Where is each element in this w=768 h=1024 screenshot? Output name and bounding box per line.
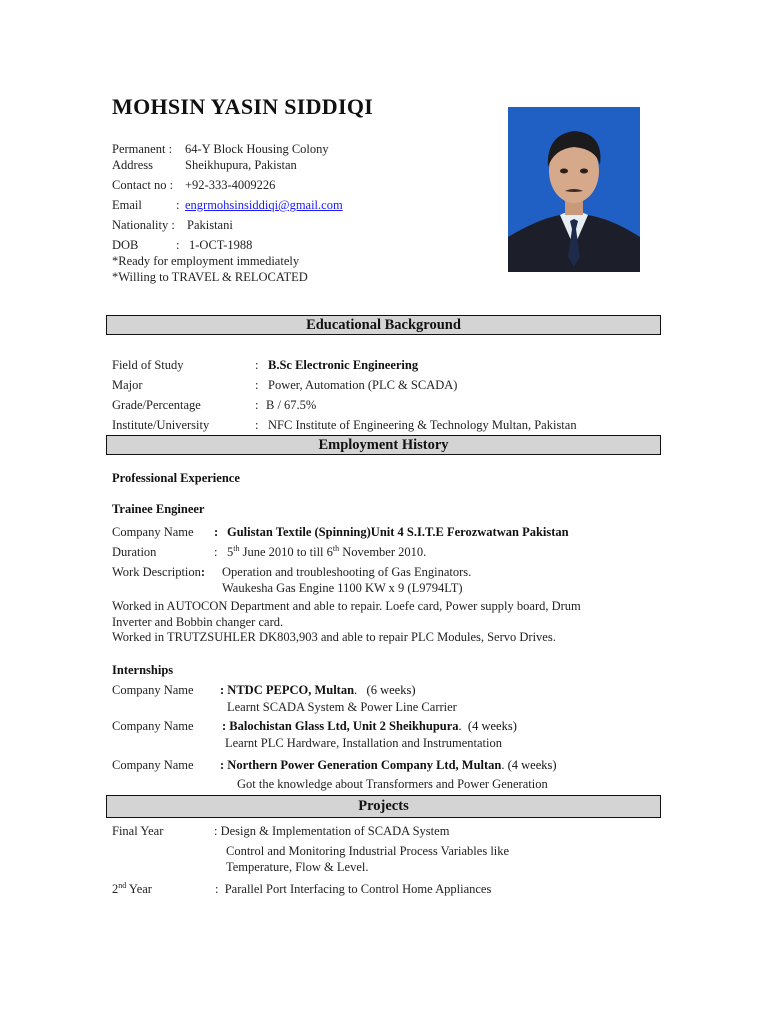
internship-company: : Balochistan Glass Ltd, Unit 2 Sheikhupura. (4 weeks) [222, 719, 517, 733]
internship-company: : NTDC PEPCO, Multan. (6 weeks) [220, 683, 416, 697]
colon: : [255, 358, 259, 372]
final-year-line-3: Temperature, Flow & Level. [226, 860, 369, 874]
institute-label: Institute/University [112, 418, 210, 432]
candidate-name: MOHSIN YASIN SIDDIQI [112, 94, 374, 119]
permanent-label: Permanent : [112, 142, 173, 156]
work-paragraph-2: Worked in TRUTZSUHLER DK803,903 and able to repair PLC Modules, Servo Drives. [112, 630, 556, 644]
internship-company-label: Company Name [112, 758, 194, 772]
work-description-label: Work Description: [112, 565, 206, 579]
internship-detail: Learnt PLC Hardware, Installation and Instrumentation [225, 736, 503, 750]
nationality-label: Nationality : [112, 218, 175, 232]
relocation-note: *Willing to TRAVEL & RELOCATED [112, 270, 308, 284]
projects-section-header: Projects [106, 795, 661, 818]
colon: : [214, 525, 219, 539]
profile-photo [508, 107, 640, 272]
internship-company-label: Company Name [112, 719, 194, 733]
colon: : [255, 418, 259, 432]
field-of-study-value: B.Sc Electronic Engineering [268, 358, 419, 372]
field-of-study-label: Field of Study [112, 358, 184, 372]
address-label: Address [112, 158, 153, 172]
colon: : [214, 545, 218, 559]
internship-company: : Northern Power Generation Company Ltd, Multan. (4 weeks) [220, 758, 557, 772]
colon: : [255, 378, 259, 392]
duration-value: 5th June 2010 to till 6th November 2010. [227, 543, 427, 559]
email-colon: : [176, 198, 180, 212]
colon: : [255, 398, 259, 412]
second-year-label: 2nd Year [112, 880, 152, 896]
address-value: Sheikhupura, Pakistan [185, 158, 297, 172]
permanent-value: 64-Y Block Housing Colony [185, 142, 329, 156]
contact-value: +92-333-4009226 [185, 178, 276, 192]
availability-note: *Ready for employment immediately [112, 254, 300, 268]
portrait-image [508, 107, 640, 272]
dob-colon: : [176, 238, 180, 252]
employment-section-header: Employment History [106, 435, 661, 455]
second-year-label-text: Year [128, 882, 152, 896]
grade-value: B / 67.5% [266, 398, 317, 412]
internship-company-name: Northern Power Generation Company Ltd, Multan [227, 758, 502, 772]
work-paragraph-1-line-2: Inverter and Bobbin changer card. [112, 615, 284, 629]
internship-detail: Got the knowledge about Transformers and Power Generation [237, 777, 548, 791]
internship-weeks: (4 weeks) [507, 758, 557, 772]
final-year-label: Final Year [112, 824, 164, 838]
internship-detail: Learnt SCADA System & Power Line Carrier [227, 700, 457, 714]
email-link[interactable]: engrmohsinsiddiqi@gmail.com [185, 198, 343, 212]
work-line-1: Operation and troubleshooting of Gas Enginators. [222, 565, 472, 579]
company-label: Company Name [112, 525, 194, 539]
dob-label: DOB [112, 238, 139, 252]
internships-heading: Internships [112, 663, 174, 677]
grade-label: Grade/Percentage [112, 398, 201, 412]
role-title: Trainee Engineer [112, 502, 205, 516]
final-year-project: : Design & Implementation of SCADA System [214, 824, 450, 838]
final-year-project-title: Design & Implementation of SCADA System [220, 824, 450, 838]
institute-value: NFC Institute of Engineering & Technology Multan, Pakistan [268, 418, 577, 432]
second-year-project-title: Parallel Port Interfacing to Control Home Appliances [224, 882, 492, 896]
internship-company-name: NTDC PEPCO, Multan [227, 683, 355, 697]
duration-label: Duration [112, 545, 157, 559]
company-value: Gulistan Textile (Spinning)Unit 4 S.I.T.E Ferozwatwan Pakistan [227, 525, 569, 539]
internship-company-name: Balochistan Glass Ltd, Unit 2 Sheikhupura [229, 719, 459, 733]
work-description-text: Work Description [112, 565, 201, 579]
email-label: Email [112, 198, 142, 212]
major-label: Major [112, 378, 143, 392]
second-year-project: : Parallel Port Interfacing to Control Home Appliances [215, 882, 492, 896]
major-value: Power, Automation (PLC & SCADA) [268, 378, 458, 392]
work-line-2: Waukesha Gas Engine 1100 KW x 9 (L9794LT) [222, 581, 463, 595]
internship-weeks: (6 weeks) [366, 683, 416, 697]
internship-company-label: Company Name [112, 683, 194, 697]
education-section-header: Educational Background [106, 315, 661, 335]
nationality-value: Pakistani [187, 218, 233, 232]
internship-weeks: (4 weeks) [467, 719, 517, 733]
contact-label: Contact no : [112, 178, 174, 192]
final-year-line-2: Control and Monitoring Industrial Process Variables like [226, 844, 510, 858]
dob-value: 1-OCT-1988 [189, 238, 253, 252]
professional-experience-heading: Professional Experience [112, 471, 240, 485]
work-paragraph-1-line-1: Worked in AUTOCON Department and able to repair. Loefe card, Power supply board, Drum [112, 599, 581, 613]
